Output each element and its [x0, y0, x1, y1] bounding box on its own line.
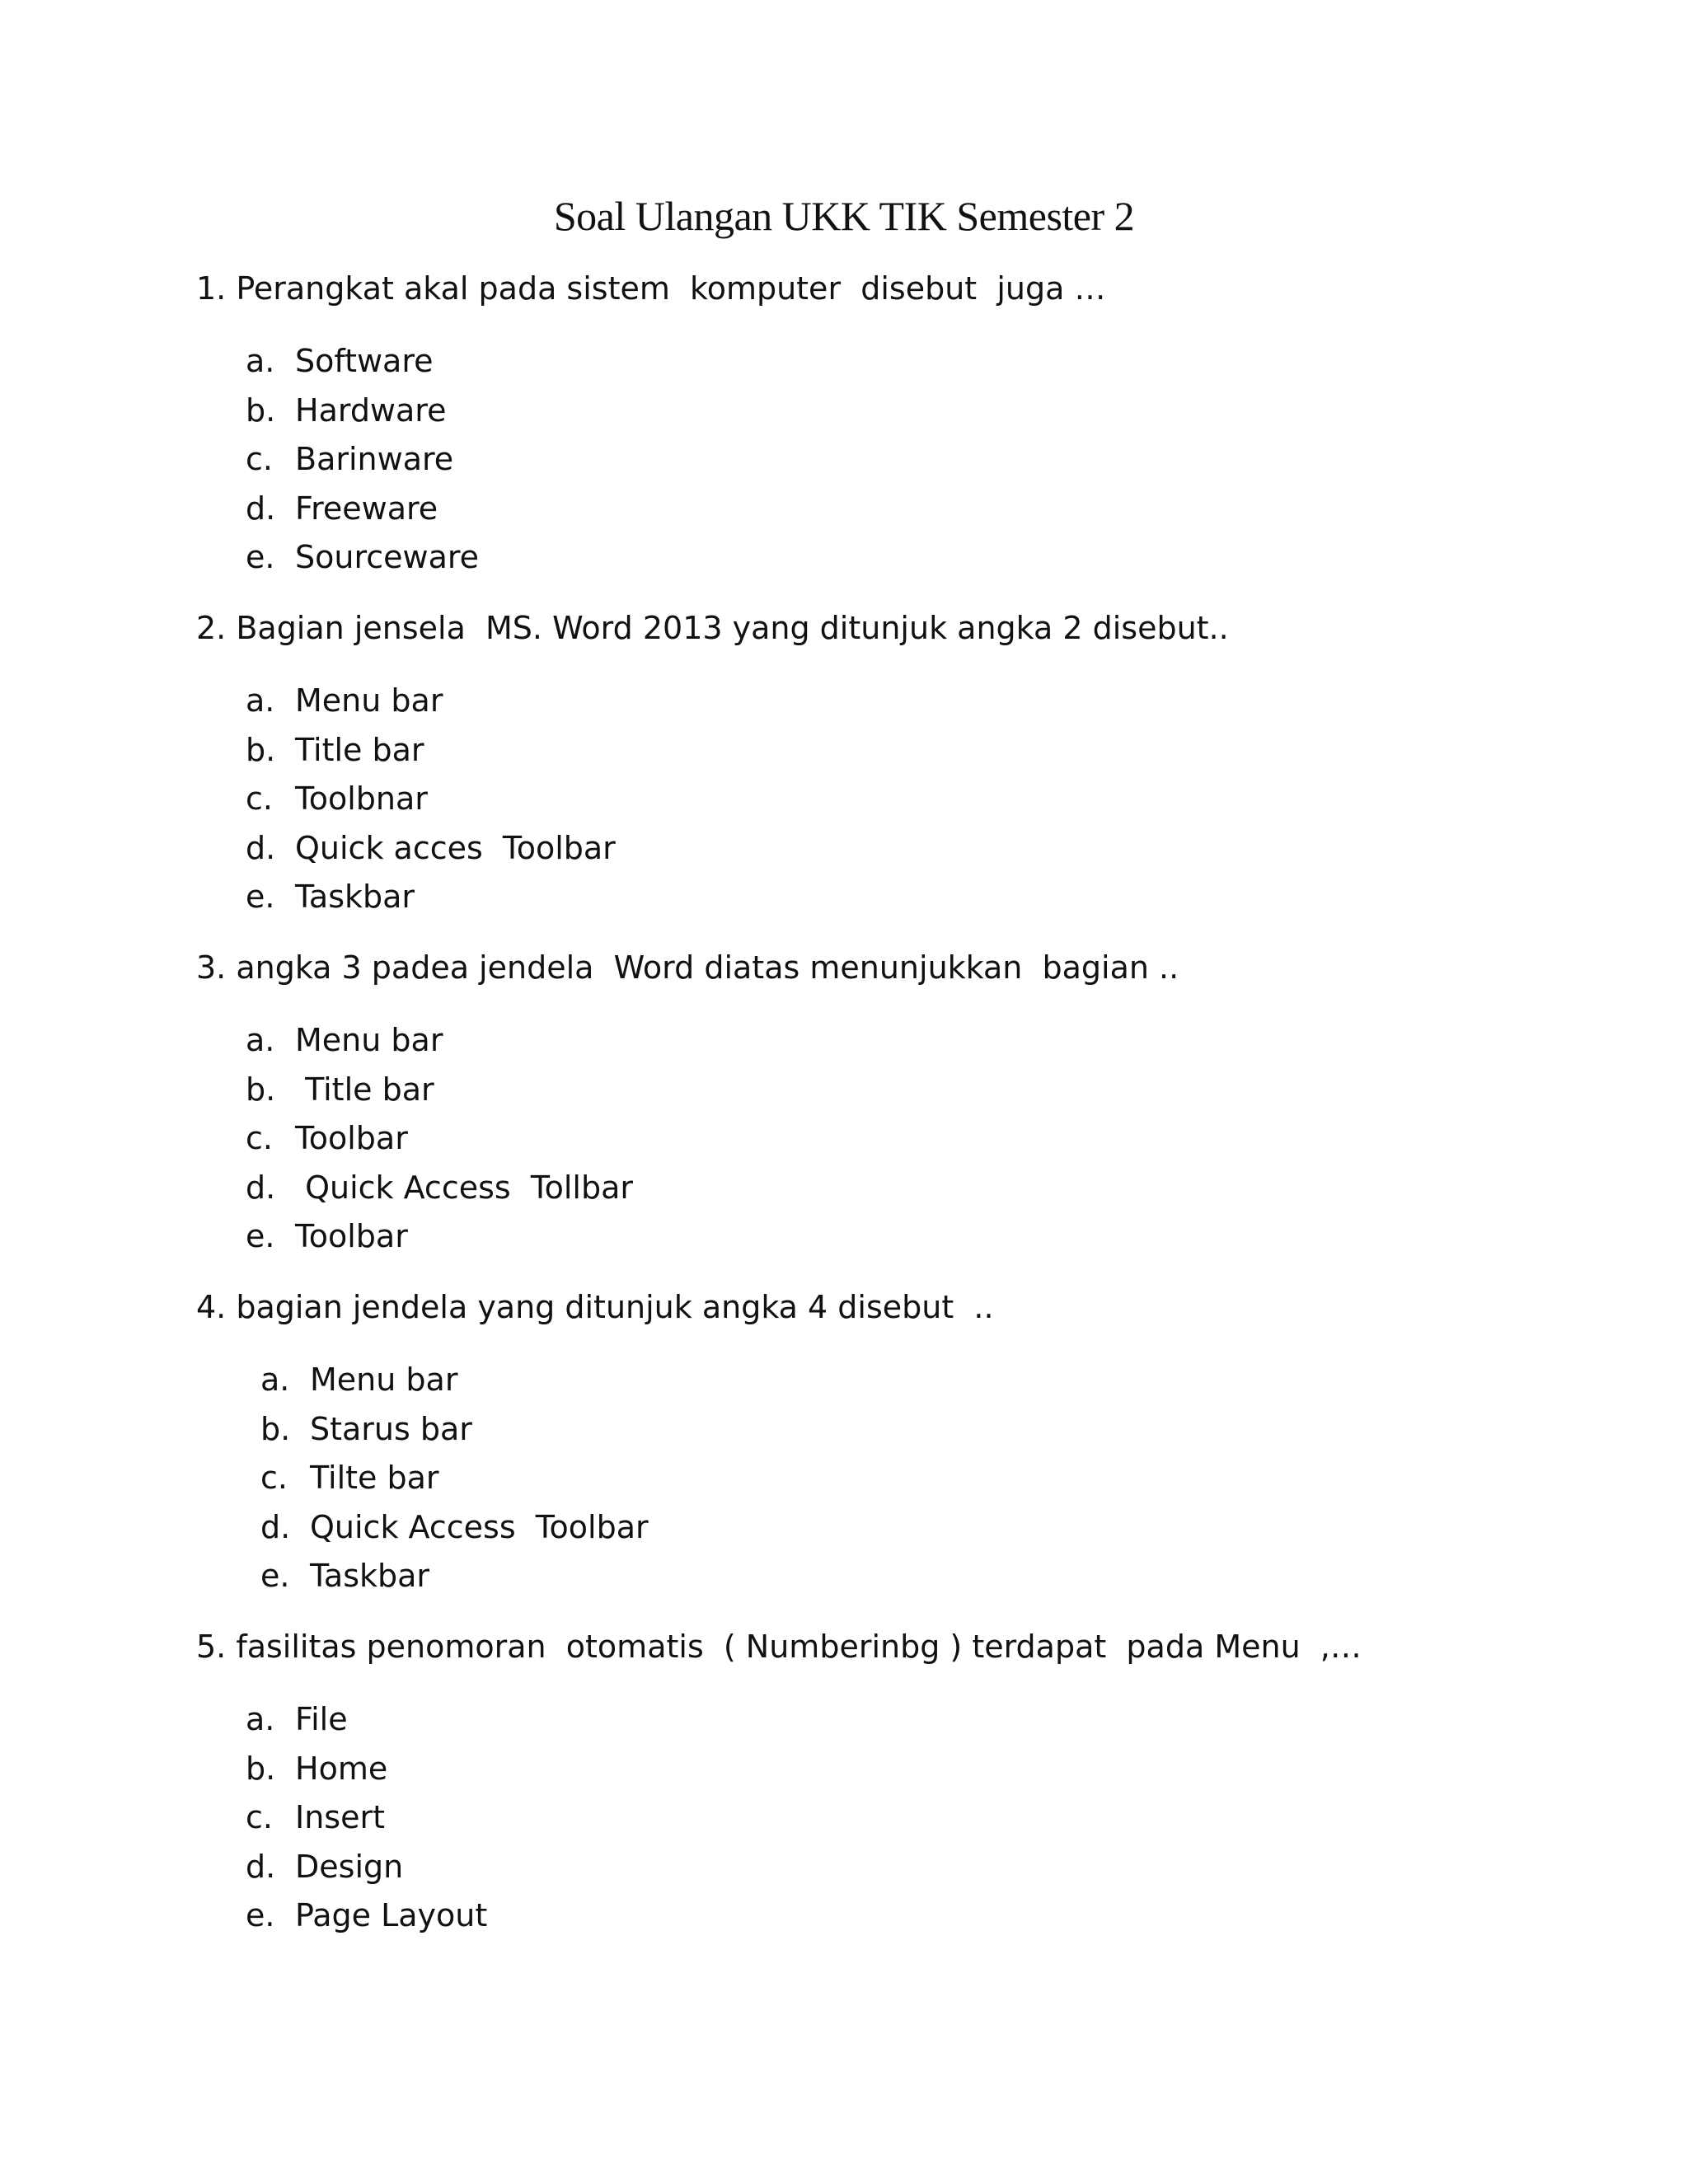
question-1: 1. Perangkat akal pada sistem komputer disebut juga …	[196, 270, 1106, 307]
question-5: 5. fasilitas penomoran otomatis ( Numberinbg ) terdapat pada Menu ,…	[196, 1629, 1362, 1665]
question-3: 3. angka 3 padea jendela Word diatas menunjukkan bagian ..	[196, 949, 1179, 986]
page-title: Soal Ulangan UKK TIK Semester 2	[553, 193, 1135, 239]
document-page: Soal Ulangan UKK TIK Semester 2 1. Perangkat akal pada sistem komputer disebut juga … a. Software b. Hardware c. Barinware d. Freeware e. Sourceware 2. Bagian jensela MS. Word 2013 yang ditunjuk angka 2 disebut.. a. Menu bar b. Title bar c. Toolbnar d. Quick acces Toolbar e. Taskbar 3. angka 3 padea jendela Word diatas menunjukkan bagian .. a. Menu bar b. Title bar c. Toolbar d. Quick Access Tollbar e. Toolbar 4. bagian jendela yang ditunjuk angka 4 disebut .. a. Menu bar b. Starus bar c. Tilte bar d. Quick Access Toolbar e. Taskbar 5. fasilitas penomoran otomatis ( Numberinbg ) terdapat pada Menu ,… a. File b. Home c. Insert d. Design e. Page Layout	[0, 0, 1688, 2184]
question-4: 4. bagian jendela yang ditunjuk angka 4 disebut ..	[196, 1289, 994, 1325]
question-2: 2. Bagian jensela MS. Word 2013 yang ditunjuk angka 2 disebut..	[196, 610, 1229, 646]
